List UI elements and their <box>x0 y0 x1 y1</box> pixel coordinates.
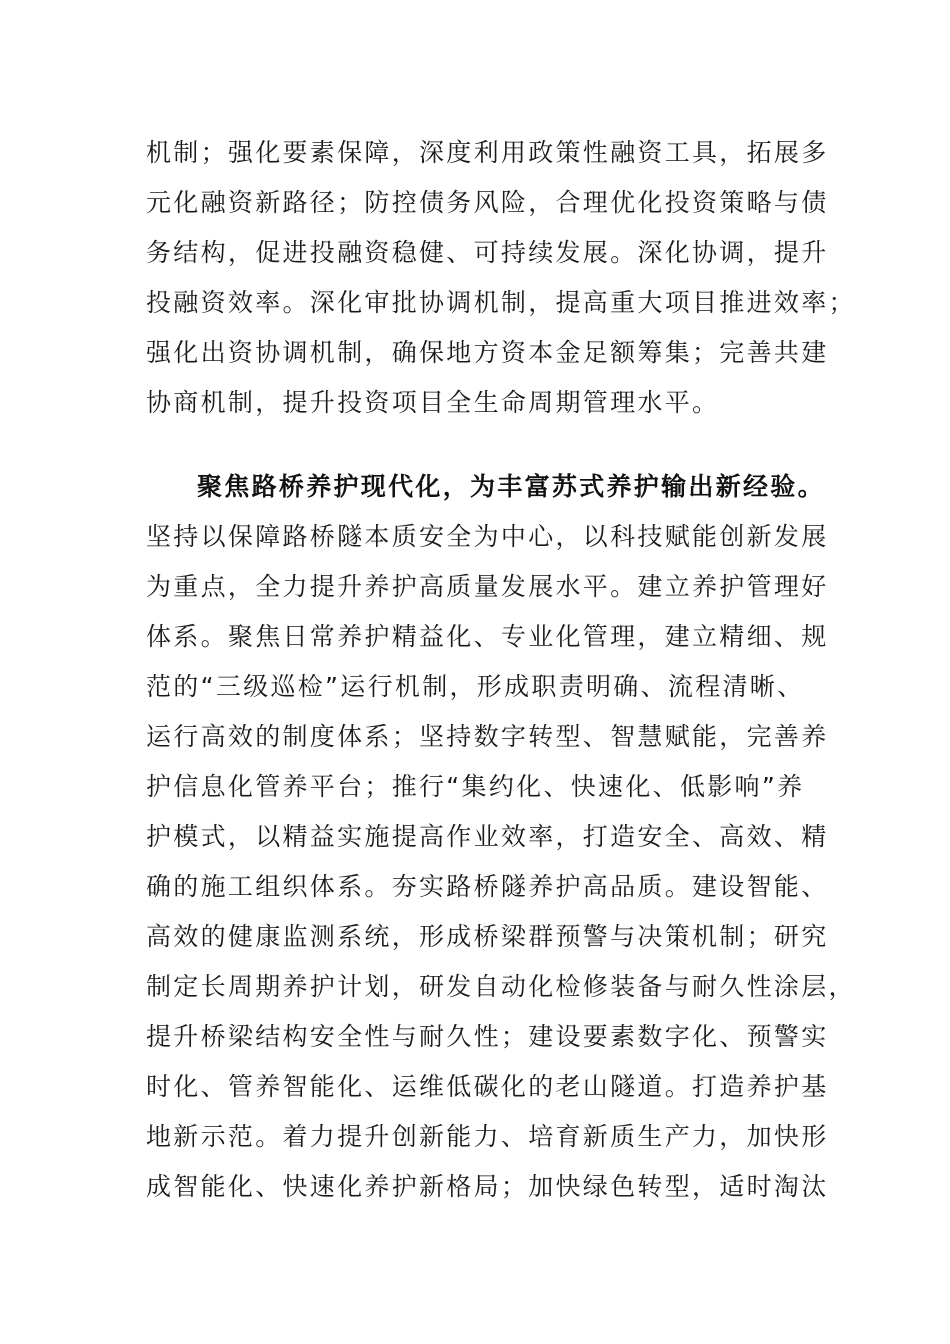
text-line: 范的“三级巡检”运行机制，形成职责明确、流程清晰、 <box>146 672 805 701</box>
text-line: 为重点，全力提升养护高质量发展水平。建立养护管理好 <box>146 572 829 601</box>
text-line: 护模式，以精益实施提高作业效率，打造安全、高效、精 <box>146 822 829 851</box>
text-line: 成智能化、快速化养护新格局；加快绿色转型，适时淘汰 <box>146 1172 829 1201</box>
text-line: 提升桥梁结构安全性与耐久性；建设要素数字化、预警实 <box>146 1022 829 1051</box>
text-line: 元化融资新路径；防控债务风险，合理优化投资策略与债 <box>146 188 829 217</box>
text-line: 护信息化管养平台；推行“集约化、快速化、低影响”养 <box>146 772 805 801</box>
text-line: 务结构，促进投融资稳健、可持续发展。深化协调，提升 <box>146 238 829 267</box>
text-line: 确的施工组织体系。夯实路桥隧养护高品质。建设智能、 <box>146 872 829 901</box>
text-line: 协商机制，提升投资项目全生命周期管理水平。 <box>146 388 720 417</box>
text-line: 坚持以保障路桥隧本质安全为中心，以科技赋能创新发展 <box>146 522 829 551</box>
text-line: 地新示范。着力提升创新能力、培育新质生产力，加快形 <box>146 1122 829 1151</box>
text-line: 制定长周期养护计划，研发自动化检修装备与耐久性涂层， <box>146 972 856 1001</box>
text-line: 投融资效率。深化审批协调机制，提高重大项目推进效率； <box>146 288 856 317</box>
text-line: 强化出资协调机制，确保地方资本金足额筹集；完善共建 <box>146 338 829 367</box>
text-line: 时化、管养智能化、运维低碳化的老山隧道。打造养护基 <box>146 1072 829 1101</box>
paragraph-investment-financing <box>146 128 856 428</box>
text-line: 机制；强化要素保障，深度利用政策性融资工具，拓展多 <box>146 138 829 167</box>
text-line: 高效的健康监测系统，形成桥梁群预警与决策机制；研究 <box>146 922 829 951</box>
section-heading: 聚焦路桥养护现代化，为丰富苏式养护输出新经验。 <box>197 472 825 501</box>
paragraph-road-bridge-maintenance <box>146 462 856 1212</box>
text-line: 体系。聚焦日常养护精益化、专业化管理，建立精细、规 <box>146 622 829 651</box>
text-line: 运行高效的制度体系；坚持数字转型、智慧赋能，完善养 <box>146 722 829 751</box>
